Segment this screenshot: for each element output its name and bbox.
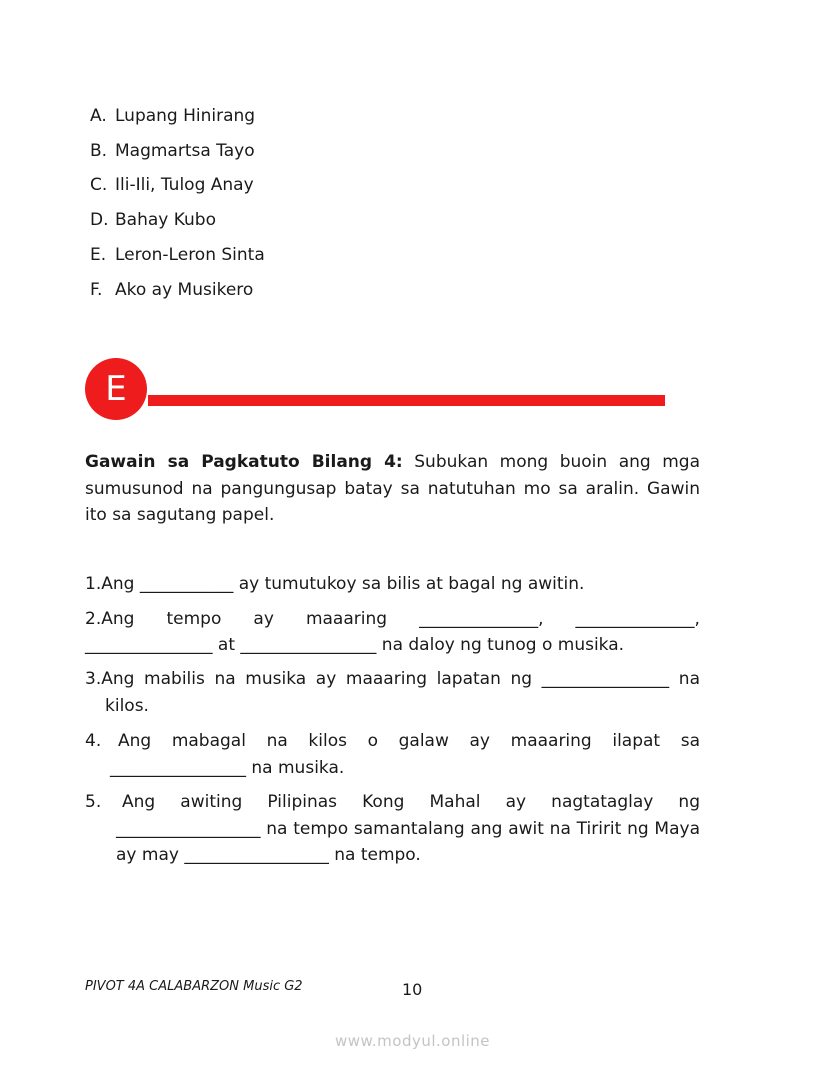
- page-number: 10: [402, 980, 423, 999]
- question-2-word: 2.Ang: [85, 609, 135, 629]
- option-item: [90, 210, 216, 230]
- question-2-line-1: [85, 609, 700, 629]
- option-item: [90, 141, 255, 161]
- option-text: Leron-Leron Sinta: [115, 245, 265, 265]
- option-letter: B.: [90, 141, 108, 161]
- option-item: [90, 245, 265, 265]
- option-item: [90, 106, 255, 126]
- activity-text: Subukan mong buoin ang mga sumusunod na pangungusap batay sa natutuhan mo sa aralin. Gawin ito sa sagutang papel.: [85, 452, 700, 525]
- question-2-word: maaaring: [305, 609, 388, 629]
- question-2-word: ay: [253, 609, 274, 629]
- question-2-word: tempo: [166, 609, 222, 629]
- option-letter: D.: [90, 210, 109, 230]
- question-1: 1.Ang ___________ ay tumutukoy sa bilis at bagal ng awitin.: [85, 574, 585, 594]
- question-2-word: ______________,: [575, 609, 700, 629]
- option-letter: E.: [90, 245, 107, 265]
- option-letter: A.: [90, 106, 107, 126]
- question-5-number: 5.: [85, 792, 102, 812]
- question-2-line-2: _______________ at ________________ na daloy ng tunog o musika.: [85, 635, 625, 655]
- watermark: www.modyul.online: [334, 1032, 491, 1050]
- question-5-text: Ang awiting Pilipinas Kong Mahal ay nagtataglay ng _________________ na tempo samantalang ang awit na Tiririt ng Maya ay may _________________ na tempo.: [116, 792, 700, 865]
- option-text: Magmartsa Tayo: [115, 141, 255, 161]
- footer-label: PIVOT 4A CALABARZON Music G2: [85, 979, 303, 994]
- option-text: Lupang Hinirang: [115, 106, 256, 126]
- question-4-text: Ang mabagal na kilos o galaw ay maaaring ilapat sa ________________ na musika.: [110, 731, 700, 778]
- question-3: 3.Ang mabilis na musika ay maaaring lapatan ng _______________ na kilos.: [85, 669, 700, 716]
- question-4-number: 4.: [85, 731, 102, 751]
- option-item: [90, 280, 253, 300]
- option-text: Bahay Kubo: [115, 210, 217, 230]
- question-2-word: ______________,: [419, 609, 544, 629]
- section-divider: [148, 395, 665, 406]
- option-text: Ako ay Musikero: [115, 280, 254, 300]
- section-badge: E: [85, 358, 147, 420]
- option-letter: C.: [90, 175, 108, 195]
- activity-title: Gawain sa Pagkatuto Bilang 4:: [85, 452, 403, 472]
- option-text: Ili-Ili, Tulog Anay: [115, 175, 254, 195]
- option-item: [90, 175, 254, 195]
- activity-instructions: [85, 449, 700, 529]
- option-letter: F.: [90, 280, 103, 300]
